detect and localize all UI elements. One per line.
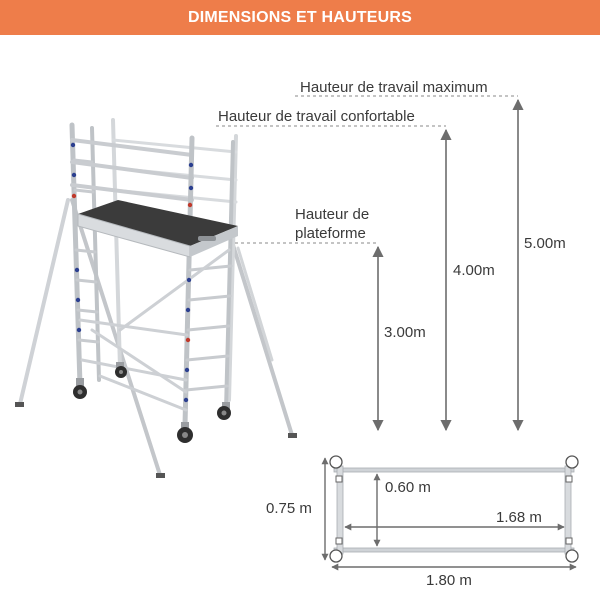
frame-couplers [71,143,193,402]
platform-height-label-line2: plateforme [295,225,366,242]
max-height-value: 5.00m [524,235,566,252]
max-height-label: Hauteur de travail maximum [300,79,488,96]
outer-width-label: 1.80 m [426,572,472,589]
scaffold-illustration [15,120,297,478]
inner-width-label: 1.68 m [496,509,542,526]
stabilizer-right [233,245,292,435]
stabilizer-right-back [238,248,272,360]
stabilizer-foot [15,402,24,407]
stabilizer-left-back [20,200,68,404]
platform-height-value: 3.00m [384,324,426,341]
stabilizer-foot [156,473,165,478]
outer-depth-label: 0.75 m [266,500,312,517]
platform-height-label-line1: Hauteur de [295,206,370,223]
height-dimensions [216,79,566,430]
inner-depth-label: 0.60 m [385,479,431,496]
page-title: DIMENSIONS ET HAUTEURS [188,8,412,26]
footprint-diagram [266,456,578,589]
stabilizer-foot [288,433,297,438]
comfort-height-label: Hauteur de travail confortable [218,108,415,125]
comfort-height-value: 4.00m [453,262,495,279]
